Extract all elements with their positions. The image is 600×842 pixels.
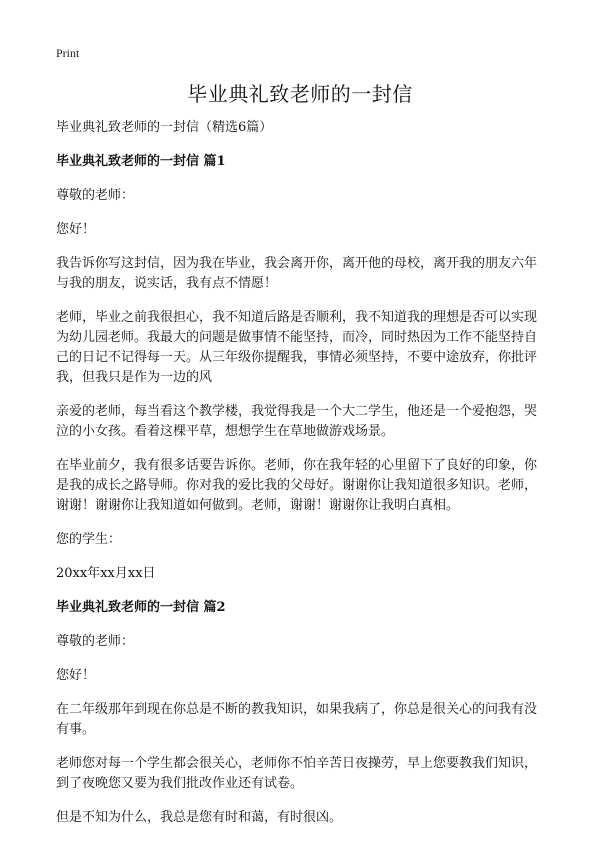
closing-signature: 您的学生：: [56, 532, 122, 547]
document-subtitle: 毕业典礼致老师的一封信（精选6篇）: [56, 120, 273, 135]
body-paragraph: 但是不知为什么，我总是您有时和蔼，有时很凶。: [56, 810, 343, 825]
closing-date: 20xx年xx月xx日: [56, 566, 156, 581]
page-title: 毕业典礼致老师的一封信: [187, 82, 413, 106]
greeting: 您好！: [56, 222, 96, 237]
salutation: 尊敬的老师：: [56, 188, 135, 203]
print-label: Print: [56, 46, 80, 60]
section-heading: 毕业典礼致老师的一封信 篇1: [56, 154, 226, 169]
body-paragraph: 在二年级那年到现在你总是不断的教我知识，如果我病了，你总是很关心的问我有没有事。: [56, 702, 538, 737]
section-heading: 毕业典礼致老师的一封信 篇2: [56, 600, 226, 615]
salutation: 尊敬的老师：: [56, 634, 135, 649]
body-paragraph: 老师您对每一个学生都会很关心，老师你不怕辛苦日夜操劳，早上您要教我们知识，到了夜晚您又要为我们批改作业还有试卷。: [56, 756, 538, 791]
body-paragraph: 在毕业前夕，我有很多话要告诉你。老师，你在我年轻的心里留下了良好的印象，你是我的成长之路导师。你对我的爱比我的父母好。谢谢你让我知道很多知识。老师，谢谢！谢谢你让我知道如何做到。老师，谢谢！谢谢你让我明白真相。: [56, 458, 538, 513]
body-paragraph: 亲爱的老师，每当看这个教学楼，我觉得我是一个大二学生，他还是一个爱抱怨，哭泣的小女孩。看着这棵平草，想想学生在草地做游戏场景。: [56, 404, 538, 439]
greeting: 您好！: [56, 668, 96, 683]
document-body: [56, 118, 548, 842]
body-paragraph: 老师，毕业之前我很担心，我不知道后路是否顺利，我不知道我的理想是否可以实现为幼儿园老师。我最大的问题是做事情不能坚持，而冷，同时热因为工作不能坚持自己的日记不记得每一天。从三年级你提醒我，事情必须坚持，不要中途放弃，你批评我，但我只是作为一边的风: [56, 310, 538, 385]
body-paragraph: 我告诉你写这封信，因为我在毕业，我会离开你，离开他的母校，离开我的朋友六年与我的朋友，说实话，我有点不情愿！: [56, 256, 538, 291]
